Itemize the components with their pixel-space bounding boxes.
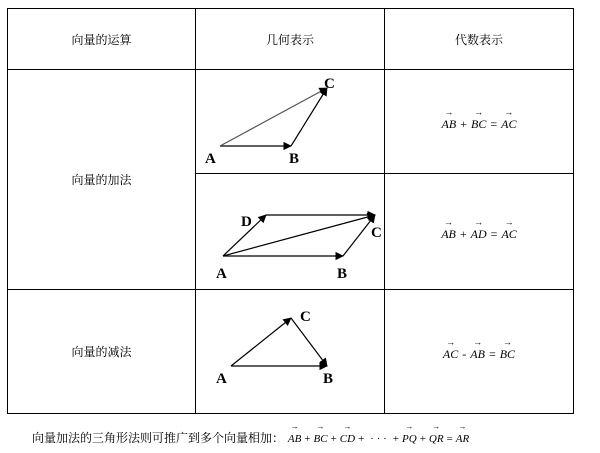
vector-term: → AB [441, 221, 456, 242]
operator: = [446, 433, 453, 445]
vector-bc [291, 88, 327, 146]
subtraction-label: 向量的减法 [8, 290, 196, 414]
point-c-label: C [371, 225, 382, 241]
generalization-note [32, 427, 469, 446]
vector-term: → BC [500, 341, 515, 362]
operator: + [460, 117, 467, 131]
vector-term: → AB [442, 111, 457, 132]
vector-term: → AC [501, 111, 516, 132]
vector-term: → QR [429, 427, 444, 445]
addition-triangle-diagram [196, 70, 385, 174]
operator: + [358, 433, 365, 445]
point-c-label: C [300, 309, 311, 325]
subtraction-formula [385, 290, 574, 414]
addition-triangle-row [8, 70, 574, 174]
generalization-text: 向量加法的三角形法则可推广到多个向量相加： [32, 431, 285, 445]
vector-ac [220, 88, 327, 146]
operator: - [462, 347, 467, 361]
vector-term: → AB [470, 341, 485, 362]
header-algebraic: 代数表示 [385, 9, 574, 70]
point-d-label: D [241, 214, 252, 230]
point-a-label: A [216, 266, 227, 282]
vector-term: → BC [314, 427, 328, 445]
vector-term: → AC [443, 341, 458, 362]
vector-term: → BC [471, 111, 486, 132]
subtraction-triangle-diagram [196, 290, 385, 414]
operator: + [392, 433, 400, 445]
generalization-formula [288, 433, 469, 445]
operator: = [490, 117, 498, 131]
operator: + [419, 433, 426, 445]
point-a-label: A [216, 371, 227, 387]
operator: + [330, 433, 337, 445]
vector-term: → AB [288, 427, 301, 445]
vector-term: → CD [340, 427, 355, 445]
header-operation: 向量的运算 [8, 9, 196, 70]
subtraction-row [8, 290, 574, 414]
vector-operations-table [7, 8, 574, 414]
vector-term: → PQ [402, 427, 417, 445]
point-b-label: B [323, 371, 334, 387]
vector-term: → AD [471, 221, 487, 242]
addition-triangle-formula [385, 70, 574, 174]
point-c-label: C [324, 76, 335, 92]
vector-term: → AC [501, 221, 516, 242]
vector-term: → AR [456, 427, 469, 445]
ellipsis: · · · [370, 433, 387, 445]
addition-parallelogram-formula [385, 174, 574, 290]
operator: + [459, 227, 467, 241]
vector-bc [291, 318, 327, 366]
point-a-label: A [205, 151, 216, 167]
operator: + [304, 433, 311, 445]
operator: = [488, 347, 496, 361]
point-b-label: B [289, 151, 300, 167]
point-b-label: B [337, 266, 348, 282]
addition-parallelogram-diagram [196, 174, 385, 290]
table-header-row [8, 9, 574, 70]
operator: = [490, 227, 498, 241]
addition-label: 向量的加法 [8, 70, 196, 290]
vector-ac [231, 318, 291, 366]
header-geometric: 几何表示 [196, 9, 385, 70]
